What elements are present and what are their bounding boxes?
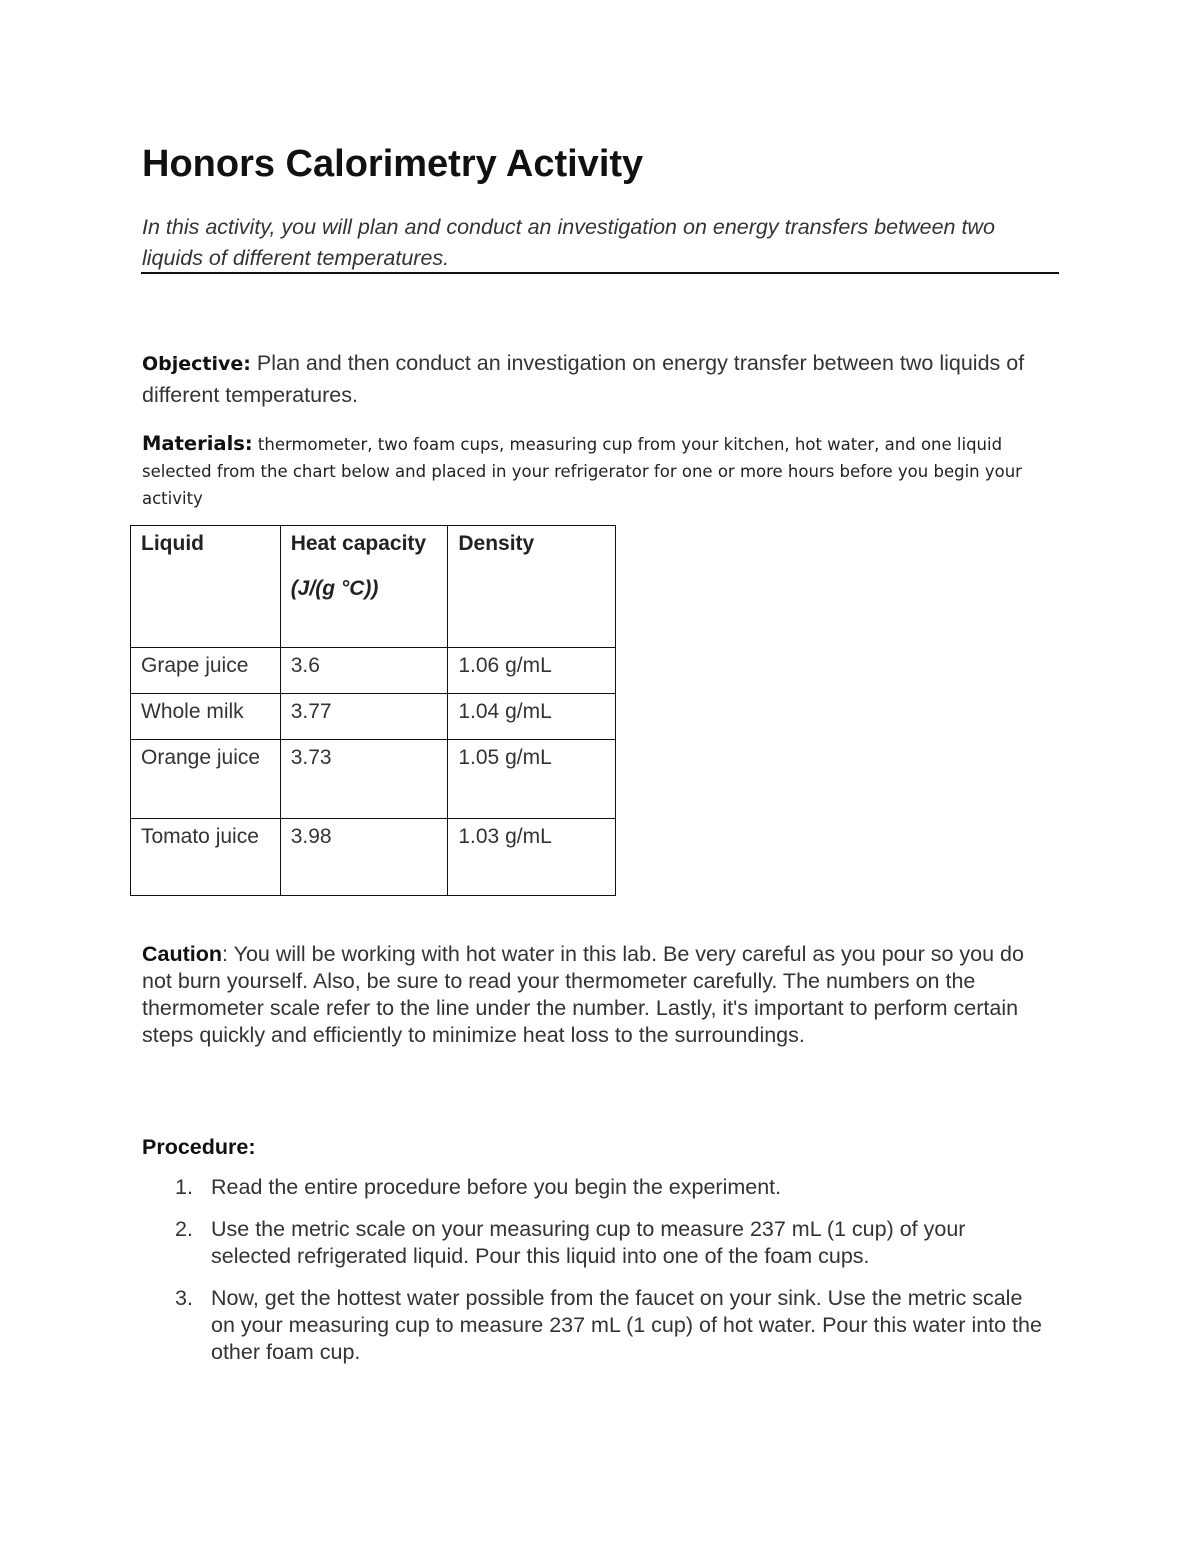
procedure-heading: Procedure: bbox=[142, 1135, 256, 1159]
cell-density: 1.05 g/mL bbox=[448, 740, 616, 819]
objective-paragraph bbox=[142, 348, 1042, 411]
list-item bbox=[170, 1285, 1050, 1366]
cell-heat-capacity: 3.6 bbox=[280, 648, 448, 694]
document-subtitle: In this activity, you will plan and conduct an investigation on energy transfers between two liquids of different temperatures. bbox=[142, 215, 995, 270]
header-heat-capacity-unit: (J/(g °C)) bbox=[290, 577, 379, 600]
caution-text: : You will be working with hot water in this lab. Be very careful as you pour so you do not burn yourself. Also, be sure to read your thermometer carefully. The numbers on the thermometer scale refer to the line under the number. Lastly, it's important to perform certain steps quickly and efficiently to minimize heat loss to the surroundings. bbox=[142, 942, 1024, 1047]
cell-liquid: Whole milk bbox=[131, 694, 281, 740]
cell-density: 1.03 g/mL bbox=[448, 819, 616, 896]
materials-paragraph bbox=[142, 430, 1057, 512]
step-number: 3. bbox=[175, 1286, 193, 1310]
header-density: Density bbox=[448, 526, 616, 648]
title-divider bbox=[141, 272, 1059, 274]
step-text: Read the entire procedure before you begin the experiment. bbox=[211, 1175, 782, 1199]
procedure-steps bbox=[170, 1174, 1050, 1381]
table-row bbox=[131, 648, 616, 694]
step-number: 2. bbox=[175, 1217, 193, 1241]
step-text: Use the metric scale on your measuring cup to measure 237 mL (1 cup) of your selected refrigerated liquid. Pour this liquid into one of the foam cups. bbox=[211, 1217, 966, 1268]
table-header-row bbox=[131, 526, 616, 648]
list-item bbox=[170, 1216, 1050, 1270]
document-title: Honors Calorimetry Activity bbox=[142, 143, 644, 185]
cell-density: 1.06 g/mL bbox=[448, 648, 616, 694]
materials-text: thermometer, two foam cups, measuring cup from your kitchen, hot water, and one liquid selected from the chart below and placed in your refrigerator for one or more hours before you begin your activity bbox=[142, 435, 1022, 508]
cell-liquid: Orange juice bbox=[131, 740, 281, 819]
step-number: 1. bbox=[175, 1175, 193, 1199]
list-item bbox=[170, 1174, 1050, 1201]
caution-label: Caution bbox=[142, 942, 223, 966]
cell-density: 1.04 g/mL bbox=[448, 694, 616, 740]
liquids-table bbox=[130, 525, 616, 896]
cell-heat-capacity: 3.77 bbox=[280, 694, 448, 740]
table-row bbox=[131, 694, 616, 740]
cell-heat-capacity: 3.98 bbox=[280, 819, 448, 896]
table-row bbox=[131, 819, 616, 896]
caution-paragraph bbox=[142, 941, 1052, 1049]
header-heat-capacity bbox=[280, 526, 448, 648]
step-text: Now, get the hottest water possible from the faucet on your sink. Use the metric scale on your measuring cup to measure 237 mL (1 cup) of hot water. Pour this water into the other foam cup. bbox=[211, 1286, 1042, 1364]
objective-text: Plan and then conduct an investigation on energy transfer between two liquids of different temperatures. bbox=[142, 351, 1025, 407]
objective-label: Objective: bbox=[142, 353, 251, 375]
cell-liquid: Tomato juice bbox=[131, 819, 281, 896]
table-row bbox=[131, 740, 616, 819]
cell-heat-capacity: 3.73 bbox=[280, 740, 448, 819]
cell-liquid: Grape juice bbox=[131, 648, 281, 694]
materials-label: Materials: bbox=[142, 432, 253, 455]
header-liquid: Liquid bbox=[131, 526, 281, 648]
header-heat-capacity-label: Heat capacity bbox=[290, 532, 427, 555]
